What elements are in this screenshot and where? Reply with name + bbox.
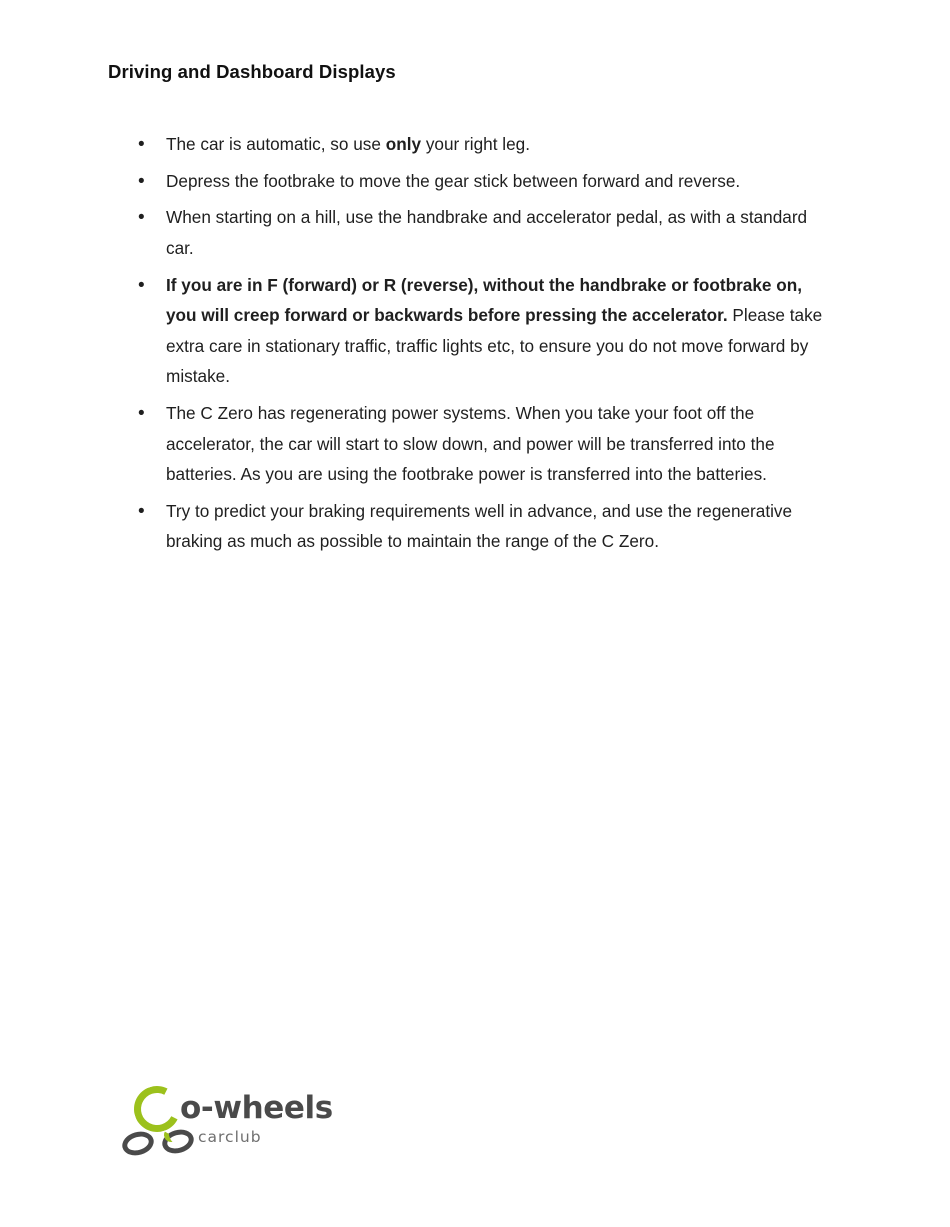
list-item-text: Depress the footbrake to move the gear stick between forward and reverse. bbox=[166, 170, 741, 191]
page-title: Driving and Dashboard Displays bbox=[108, 61, 396, 82]
list-item bbox=[108, 202, 828, 263]
logo-wheel-left-icon bbox=[119, 1128, 156, 1159]
list-item bbox=[108, 270, 828, 392]
list-item-text: The C Zero has regenerating power systems. When you take your foot off the accelerator, the car will start to slow down, and power will be transferred into the batteries. As you are using the footbrake power is transferred into the batteries. bbox=[166, 403, 775, 485]
list-item-text: your right leg. bbox=[421, 134, 530, 155]
list-item-text: When starting on a hill, use the handbrake and accelerator pedal, as with a standard car. bbox=[166, 207, 808, 258]
bullet-list bbox=[108, 129, 828, 557]
list-item bbox=[108, 129, 828, 160]
list-item bbox=[108, 496, 828, 557]
list-item-text: Try to predict your braking requirements well in advance, and use the regenerative braking as much as possible to maintain the range of the C Zero. bbox=[166, 500, 793, 552]
list-item-text-bold: only bbox=[385, 134, 422, 155]
list-item-text: The car is automatic, so use bbox=[166, 134, 386, 155]
list-item-text-bold: If you are in F (forward) or R (reverse), without the handbrake or footbrake on, you will creep forward or backwards before pressing the accelerator. bbox=[166, 274, 803, 326]
logo-wordmark: o-wheels bbox=[180, 1090, 333, 1126]
list-item bbox=[108, 166, 828, 197]
logo-subtext: carclub bbox=[198, 1128, 262, 1146]
list-item-text: Please take extra care in stationary traffic, traffic lights etc, to ensure you do not move forward by mistake. bbox=[166, 305, 823, 387]
list-item bbox=[108, 398, 828, 490]
document-body bbox=[108, 60, 828, 563]
co-wheels-logo bbox=[120, 1088, 360, 1168]
